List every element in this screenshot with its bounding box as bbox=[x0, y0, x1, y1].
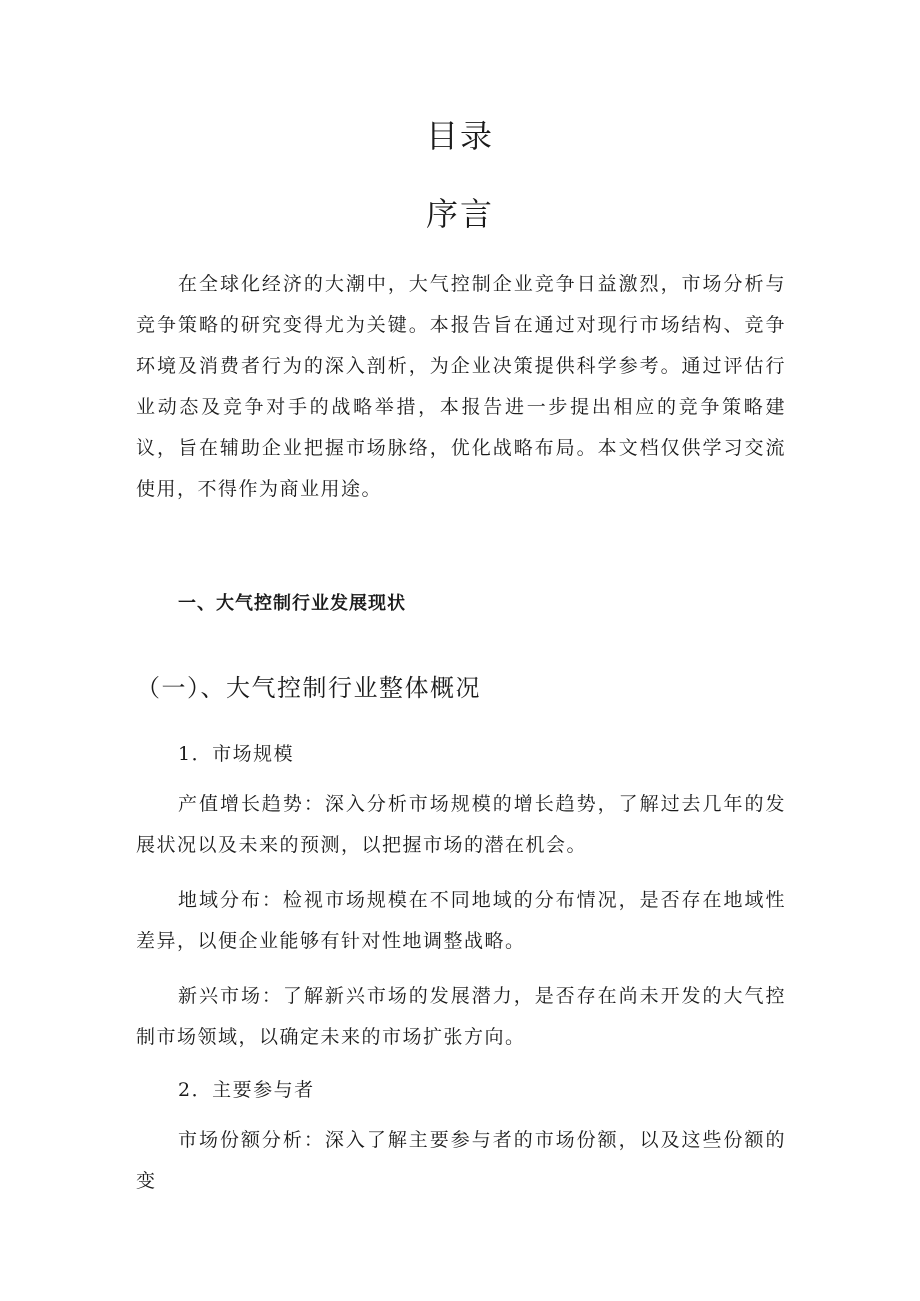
paragraph-regional-distribution: 地域分布：检视市场规模在不同地域的分布情况，是否存在地域性差异，以便企业能够有针对性地调整战略。 bbox=[136, 889, 786, 952]
preface-paragraph: 在全球化经济的大潮中，大气控制企业竞争日益激烈，市场分析与竞争策略的研究变得尤为关键。本报告旨在通过对现行市场结构、竞争环境及消费者行为的深入剖析，为企业决策提供科学参考。通过评估行业动态及竞争对手的战略举措，本报告进一步提出相应的竞争策略建议，旨在辅助企业把握市场脉络，优化战略布局。本文档仅供学习交流使用，不得作为商业用途。 bbox=[136, 273, 786, 500]
paragraph-emerging-markets: 新兴市场：了解新兴市场的发展潜力，是否存在尚未开发的大气控制市场领域，以确定未来的市场扩张方向。 bbox=[136, 985, 786, 1048]
paragraph-output-growth: 产值增长趋势：深入分析市场规模的增长趋势，了解过去几年的发展状况以及未来的预测，以把握市场的潜在机会。 bbox=[136, 793, 786, 856]
item-heading-market-size: 1．市场规模 bbox=[178, 743, 295, 765]
item-heading-main-players: 2．主要参与者 bbox=[178, 1079, 315, 1101]
paragraph-market-share: 市场份额分析：深入了解主要参与者的市场份额，以及这些份额的变 bbox=[136, 1129, 786, 1192]
subsection-heading: （一）、大气控制行业整体概况 bbox=[136, 674, 481, 702]
section-heading: 一、大气控制行业发展现状 bbox=[178, 593, 406, 614]
toc-title: 目录 bbox=[425, 117, 494, 155]
preface-title: 序言 bbox=[425, 195, 494, 233]
